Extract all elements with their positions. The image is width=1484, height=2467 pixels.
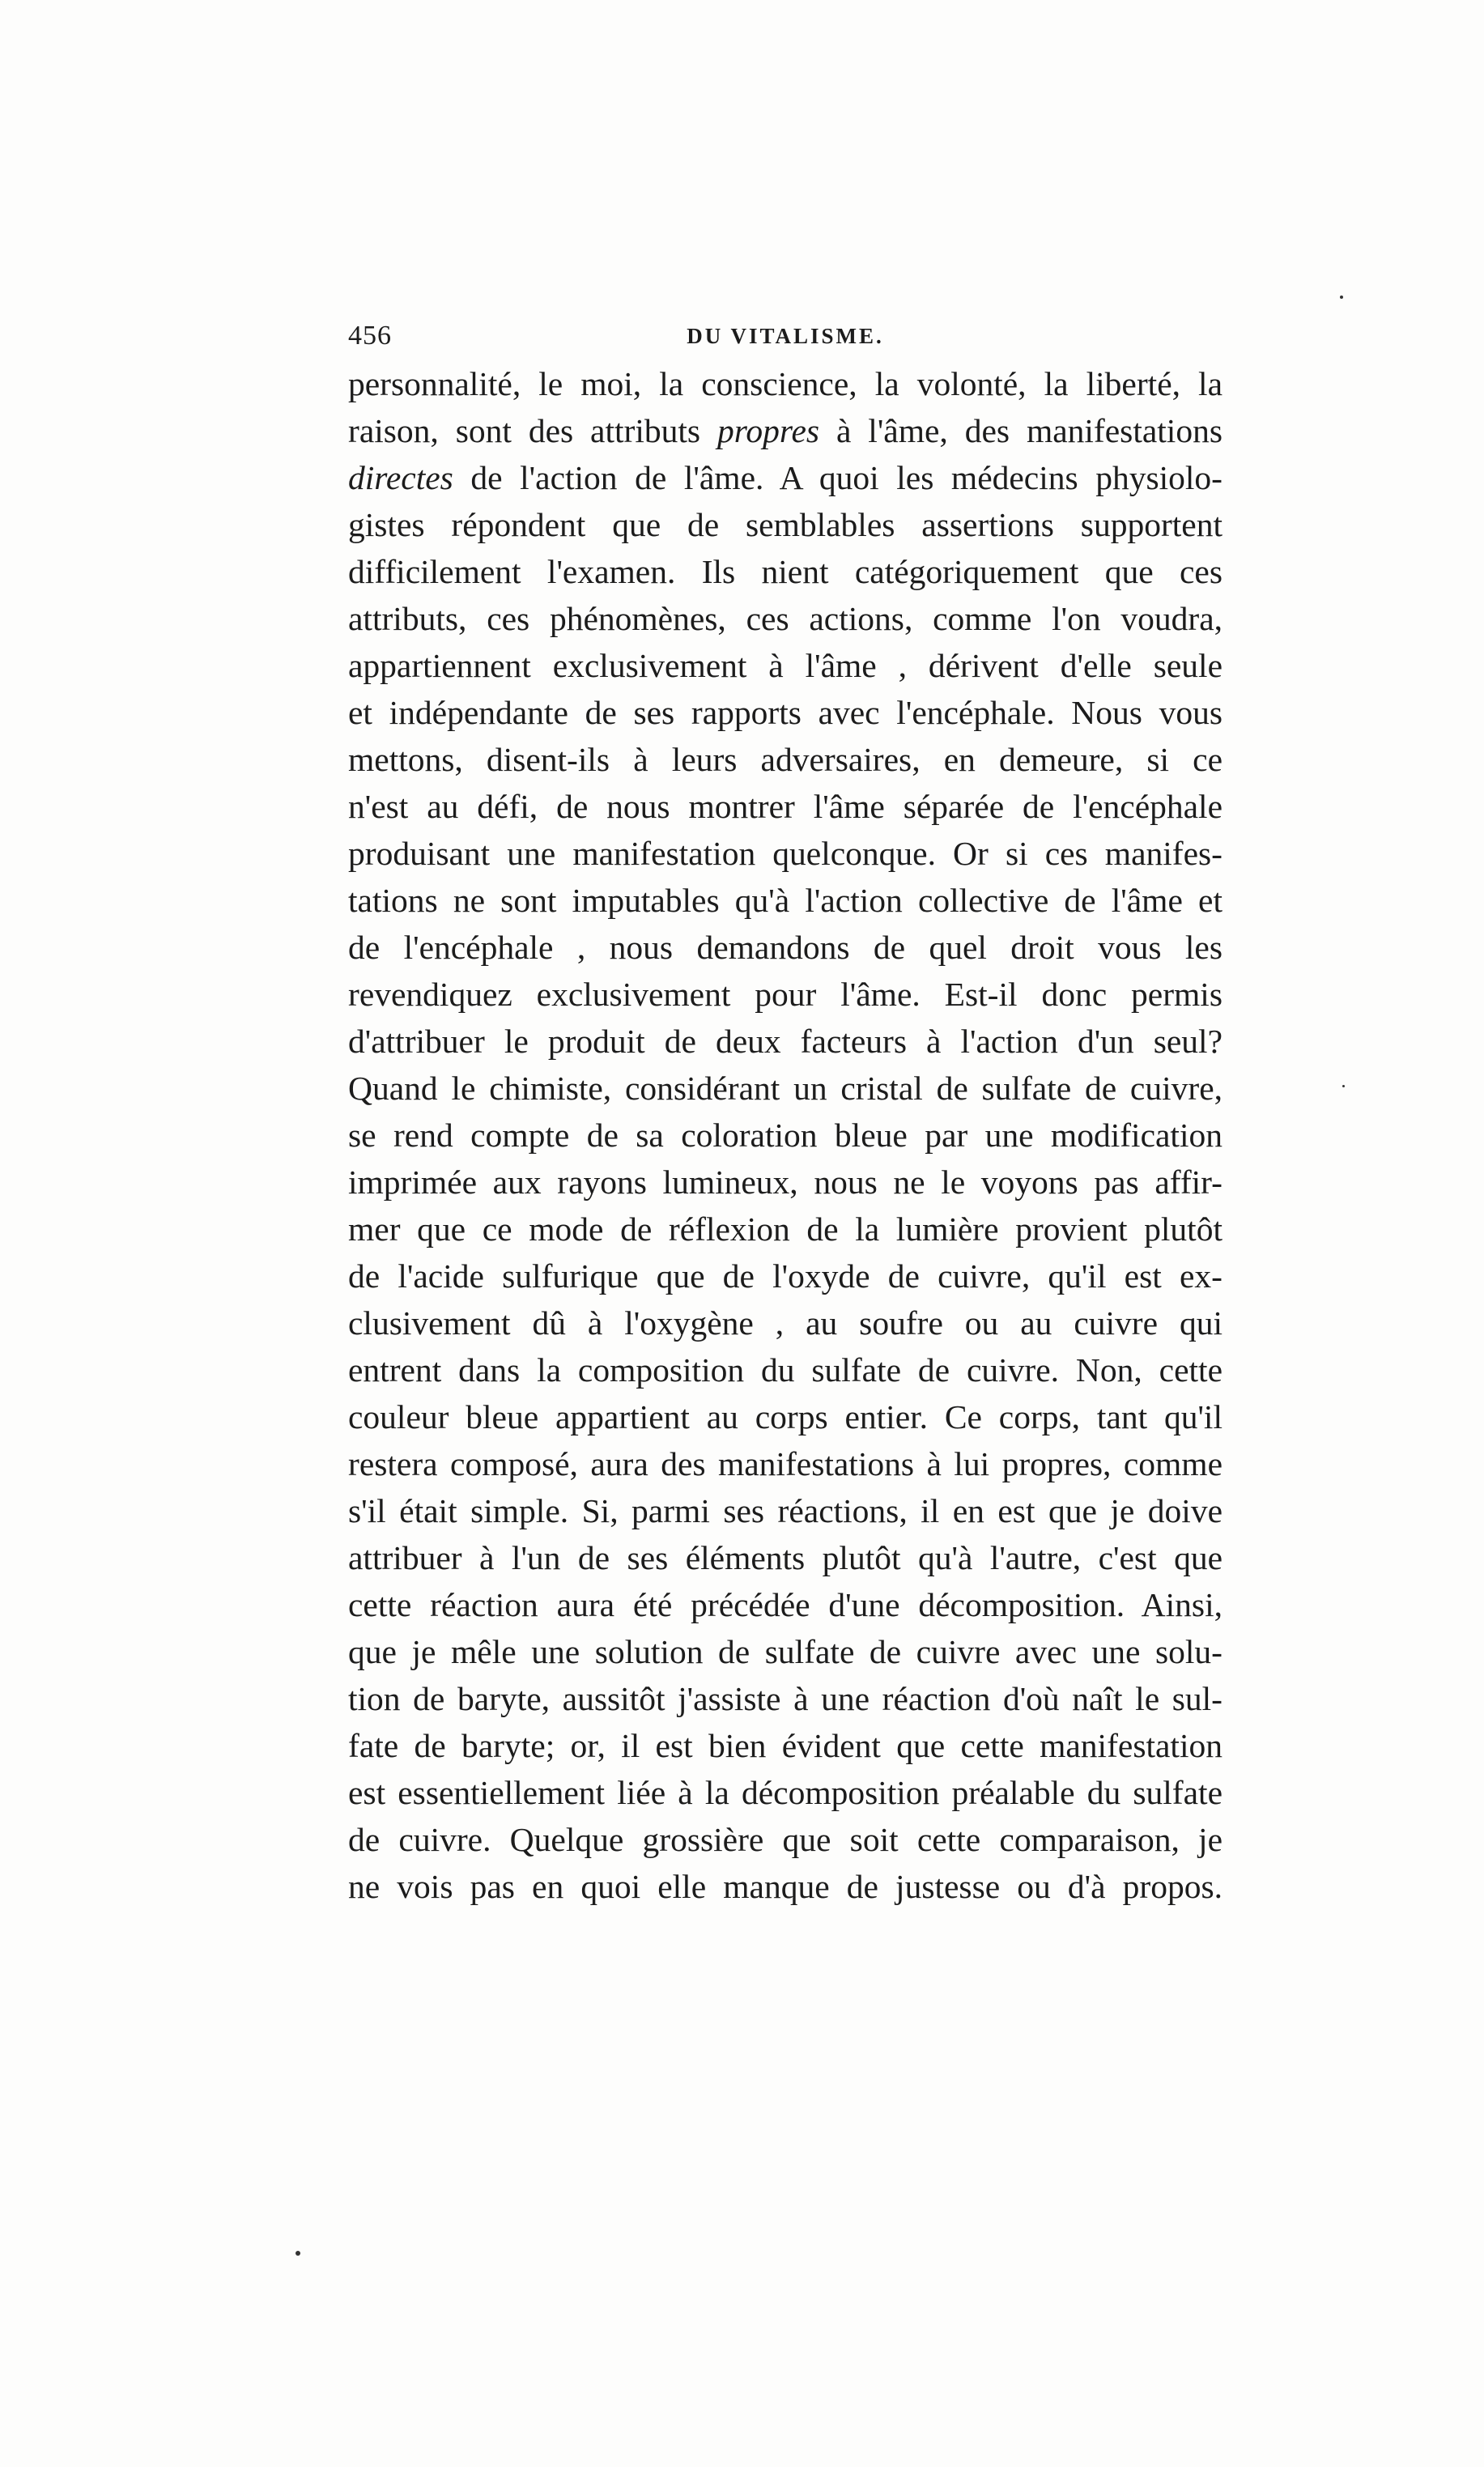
text-line: Quand le chimiste, considérant un cristal de sulfate de cuivre, [348, 1070, 1222, 1107]
page-number: 456 [348, 321, 392, 351]
text-line: imprimée aux rayons lumineux, nous ne le voyons pas affir- [348, 1163, 1222, 1201]
running-head: DU VITALISME. [687, 324, 884, 348]
text-line: tion de baryte, aussitôt j'assiste à une réaction d'où naît le sul- [348, 1680, 1222, 1717]
text-line: de l'acide sulfurique que de l'oxyde de cuivre, qu'il est ex- [348, 1257, 1222, 1295]
print-speck [1342, 1085, 1345, 1087]
text-line: et indépendante de ses rapports avec l'encéphale. Nous vous [348, 694, 1222, 731]
text-line: mer que ce mode de réflexion de la lumière provient plutôt [348, 1210, 1222, 1248]
text-line: mettons, disent-ils à leurs adversaires, en demeure, si ce [348, 741, 1222, 778]
text-line: produisant une manifestation quelconque. Or si ces manifes- [348, 835, 1222, 872]
text-line: de l'encéphale , nous demandons de quel droit vous les [348, 929, 1222, 966]
text-line: directes de l'action de l'âme. A quoi les médecins physiolo- [348, 459, 1222, 496]
print-speck [296, 2251, 300, 2256]
text-line: couleur bleue appartient au corps entier. Ce corps, tant qu'il [348, 1398, 1222, 1436]
text-line: attributs, ces phénomènes, ces actions, comme l'on voudra, [348, 600, 1222, 637]
text-line: n'est au défi, de nous montrer l'âme séparée de l'encéphale [348, 788, 1222, 825]
text-line: de cuivre. Quelque grossière que soit cette comparaison, je [348, 1821, 1222, 1858]
text-line: gistes répondent que de semblables assertions supportent [348, 506, 1222, 543]
text-line: entrent dans la composition du sulfate de cuivre. Non, cette [348, 1351, 1222, 1389]
print-speck [1340, 296, 1343, 299]
text-line: clusivement dû à l'oxygène , au soufre ou au cuivre qui [348, 1304, 1222, 1342]
text-line: ne vois pas en quoi elle manque de justesse ou d'à propos. [348, 1868, 1222, 1905]
text-line: tations ne sont imputables qu'à l'action collective de l'âme et [348, 882, 1222, 919]
text-line: que je mêle une solution de sulfate de cuivre avec une solu- [348, 1633, 1222, 1670]
text-line: se rend compte de sa coloration bleue par une modification [348, 1117, 1222, 1154]
text-line: difficilement l'examen. Ils nient catégoriquement que ces [348, 553, 1222, 590]
text-line: revendiquez exclusivement pour l'âme. Est-il donc permis [348, 976, 1222, 1013]
text-line: cette réaction aura été précédée d'une décomposition. Ainsi, [348, 1586, 1222, 1623]
text-line: s'il était simple. Si, parmi ses réactions, il en est que je doive [348, 1492, 1222, 1529]
text-line: appartiennent exclusivement à l'âme , dérivent d'elle seule [348, 647, 1222, 684]
text-line: raison, sont des attributs propres à l'âme, des manifestations [348, 412, 1222, 449]
text-line: fate de baryte; or, il est bien évident que cette manifestation [348, 1727, 1222, 1764]
text-line: est essentiellement liée à la décomposition préalable du sulfate [348, 1774, 1222, 1811]
text-line: personnalité, le moi, la conscience, la volonté, la liberté, la [348, 365, 1222, 402]
text-line: d'attribuer le produit de deux facteurs à l'action d'un seul? [348, 1023, 1222, 1060]
text-line: attribuer à l'un de ses éléments plutôt qu'à l'autre, c'est que [348, 1539, 1222, 1576]
page-header [348, 316, 1222, 356]
text-line: restera composé, aura des manifestations à lui propres, comme [348, 1445, 1222, 1482]
body-text [348, 360, 1222, 1910]
